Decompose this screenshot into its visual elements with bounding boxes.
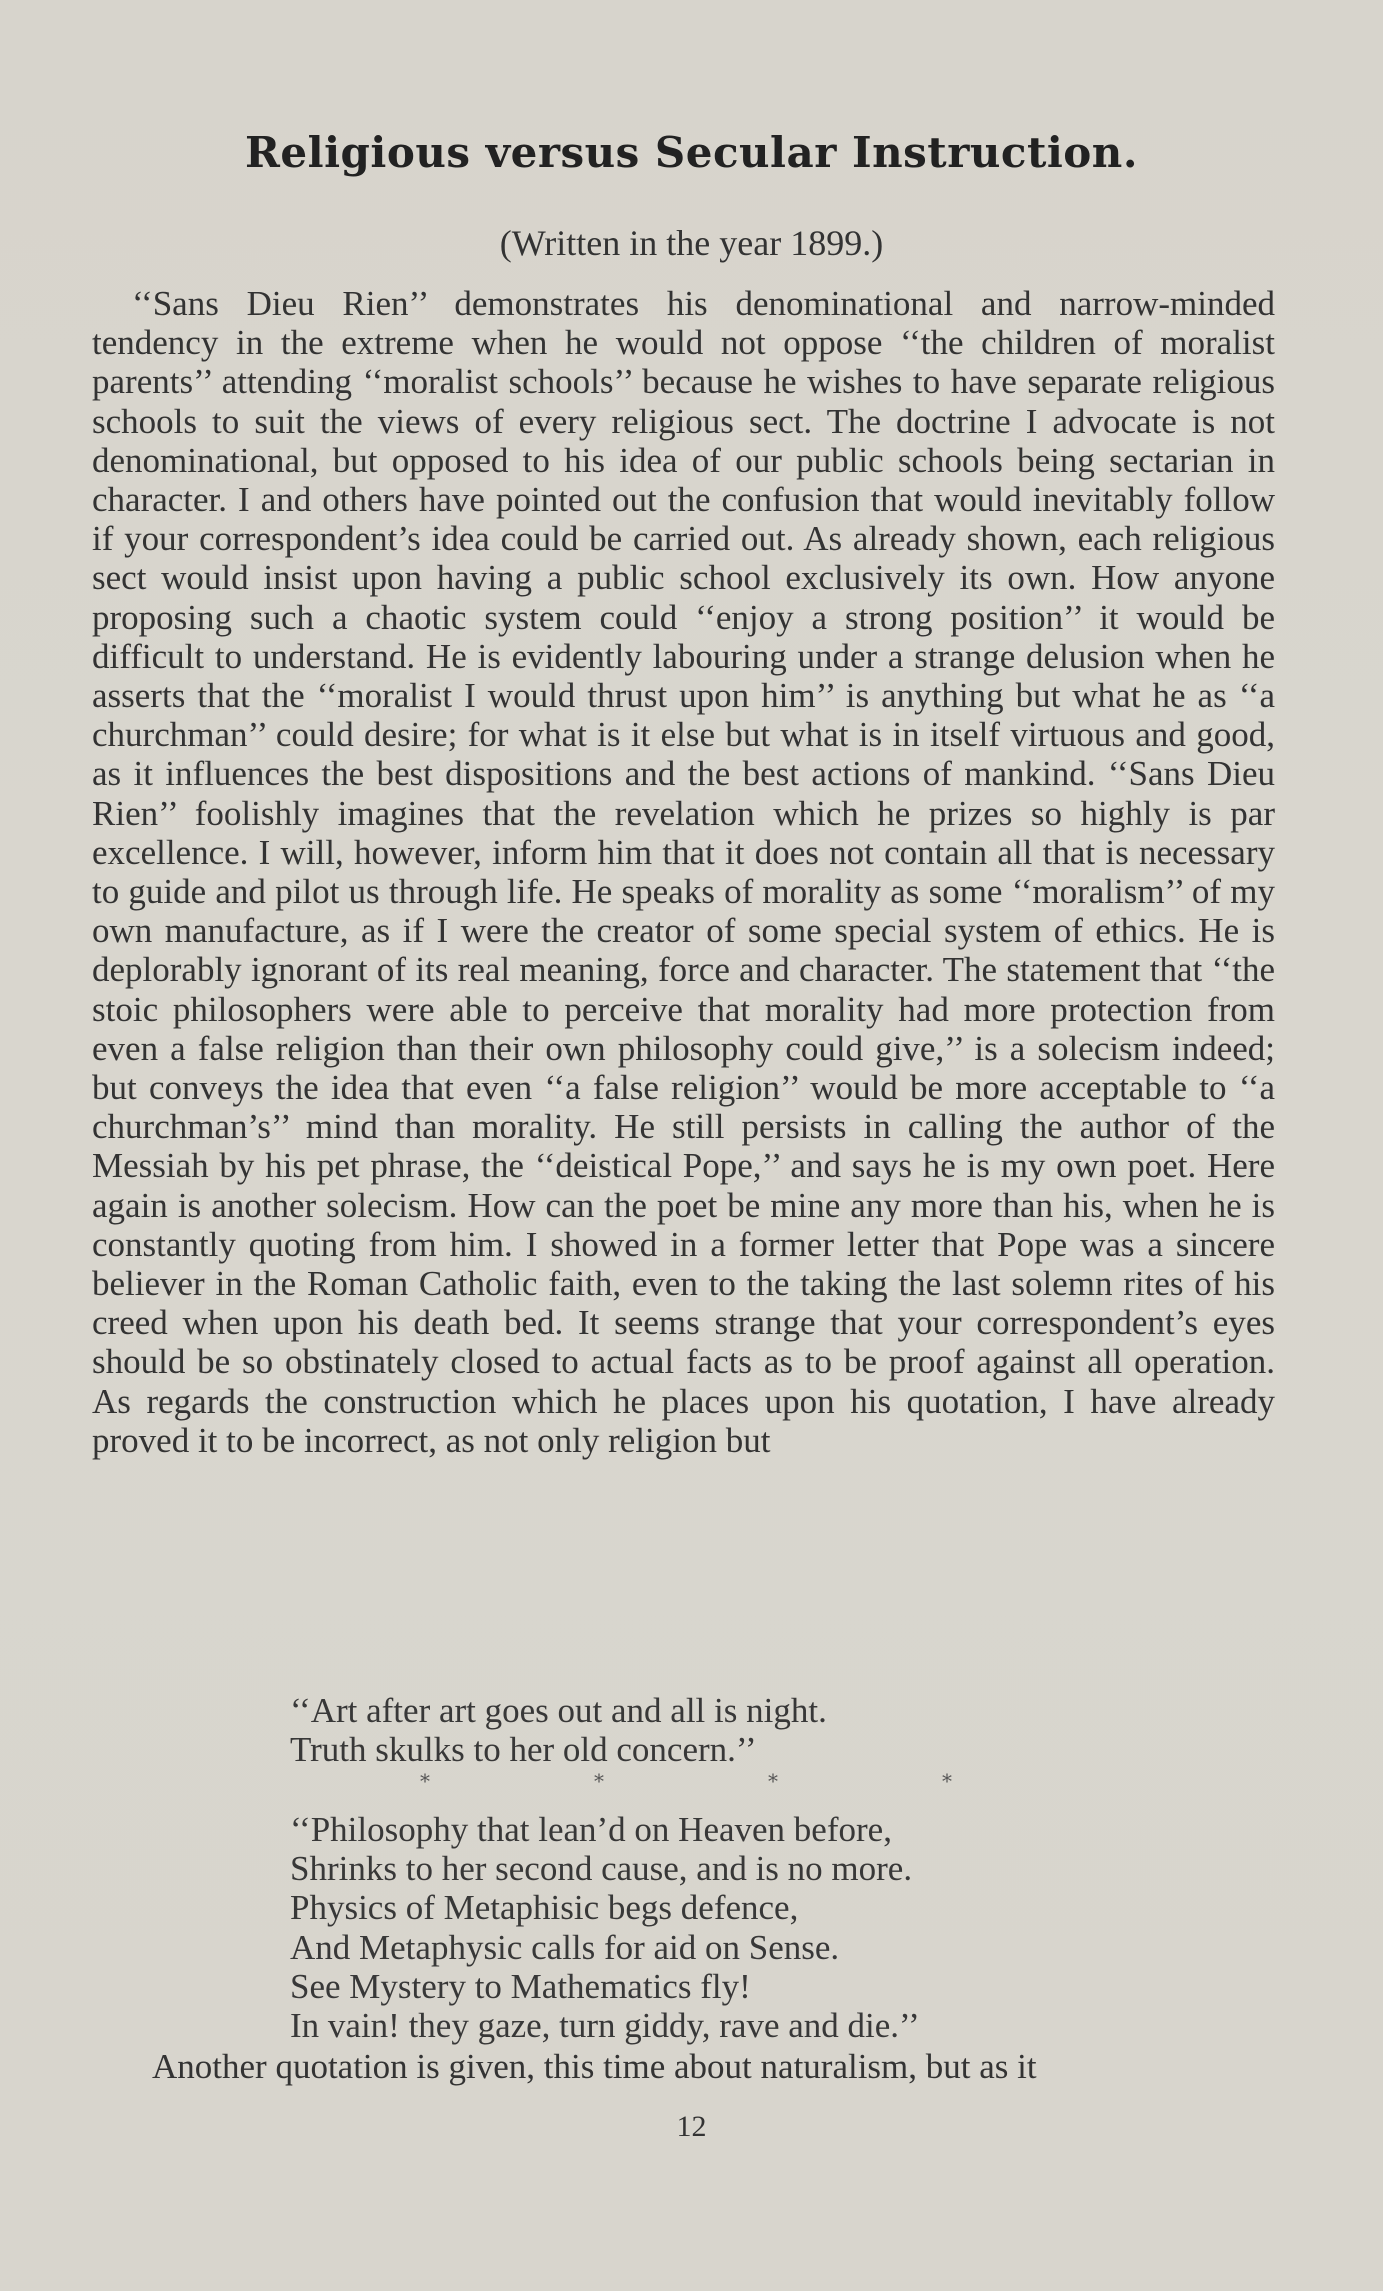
quote-line: And Metaphysic calls for aid on Sense. bbox=[290, 1927, 840, 1967]
quote-line: ‘‘Art after art goes out and all is night. bbox=[290, 1691, 827, 1730]
quote-line: In vain! they gaze, turn giddy, rave and die.’’ bbox=[290, 2006, 920, 2046]
asterisk: * bbox=[942, 1769, 952, 1793]
asterisk: * bbox=[420, 1769, 430, 1793]
closing-line: Another quotation is given, this time about naturalism, but as it bbox=[152, 2047, 1037, 2086]
quote-line: See Mystery to Mathematics fly! bbox=[290, 1966, 751, 2006]
page-number: 12 bbox=[676, 2110, 707, 2143]
quote-line: Shrinks to her second cause, and is no more. bbox=[290, 1849, 913, 1889]
body-paragraph: ‘‘Sans Dieu Rien’’ demonstrates his denominational and narrow-minded tendency in the extreme when he would not oppose ‘‘the children of moralist parents’’ attending ‘‘moralist schools’’ because he wishes to have separate religious schools to suit the views of every religious sect. The doctrine I advocate is not denominational, but opposed to his idea of our public schools being sectarian in character. I and others have pointed out the confusion that would inevitably follow if your correspondent’s idea could be carried out. As already shown, each religious sect would insist upon having a public school exclusively its own. How anyone proposing such a chaotic system could ‘‘enjoy a strong position’’ it would be difficult to understand. He is evidently labouring under a strange delusion when he asserts that the ‘‘moralist I would thrust upon him’’ is anything but what he as ‘‘a churchman’’ could desire; for what is it else but what is in itself virtuous and good, as it influences the best dispositions and the best actions of mankind. ‘‘Sans Dieu Rien’’ foolishly imagines that the revelation which he prizes so highly is par excellence. I will, however, inform him that it does not contain all that is necessary to guide and pilot us through life. He speaks of morality as some ‘‘moralism’’ of my own manufacture, as if I were the creator of some special system of ethics. He is deplorably ignorant of its real meaning, force and character. The statement that ‘‘the stoic philosophers were able to perceive that morality had more protection from even a false religion than their own philosophy could give,’’ is a solecism indeed; but conveys the idea that even ‘‘a false religion’’ would be more acceptable to ‘‘a churchman’s’’ mind than morality. He still persists in calling the author of the Messiah by his pet phrase, the ‘‘deistical Pope,’’ and says he is my own poet. Here again is another solecism. How can the poet be mine any more than his, when he is constantly quoting from him. I showed in a former letter that Pope was a sincere believer in the Roman Catholic faith, even to the taking the last solemn rites of his creed when upon his death bed. It seems strange that your correspondent’s eyes should be so obstinately closed to actual facts as to be proof against all operation. As regards the construction which he places upon his quotation, I have already proved it to be incorrect, as not only religion but bbox=[92, 284, 1275, 1460]
quote-line: ‘‘Philosophy that lean’d on Heaven before, bbox=[290, 1810, 892, 1849]
page-title: Religious versus Secular Instruction. bbox=[245, 128, 1138, 177]
quote-line: Truth skulks to her old concern.’’ bbox=[290, 1730, 757, 1770]
poem-quote-1 bbox=[290, 1691, 1250, 1769]
asterisk: * bbox=[594, 1769, 604, 1793]
subtitle: (Written in the year 1899.) bbox=[499, 223, 884, 263]
poem-quote-2 bbox=[290, 1810, 1250, 2045]
asterisk: * bbox=[768, 1769, 778, 1793]
asterisk-divider bbox=[0, 1769, 1383, 1793]
quote-line: Physics of Metaphisic begs defence, bbox=[290, 1888, 799, 1928]
